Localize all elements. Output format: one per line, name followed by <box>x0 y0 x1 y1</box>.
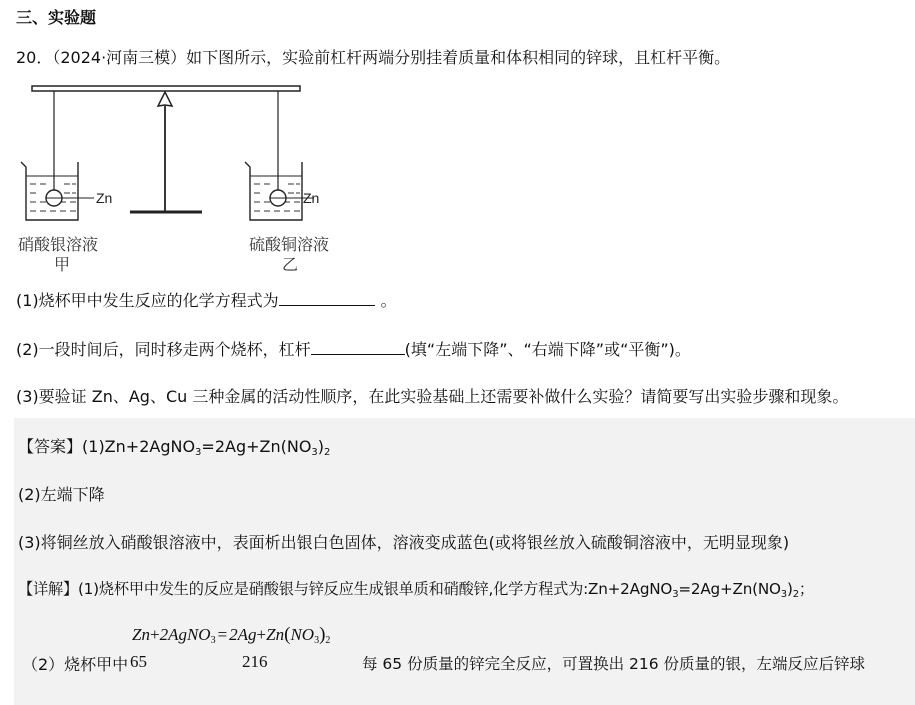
eq-no: NO <box>290 625 315 644</box>
eq-sub2: 2 <box>325 635 331 646</box>
detail-tag: 【详解】 <box>18 580 78 598</box>
eq-sub3b: 3 <box>314 635 320 646</box>
question-intro <box>16 45 730 68</box>
detail-line-2-label: （2）烧杯甲中 <box>22 655 129 674</box>
d1-sub1: 3 <box>672 589 679 600</box>
answer-tag: 【答案】 <box>18 437 83 456</box>
eq-plus1: + <box>149 625 160 644</box>
eq-zn: Zn <box>132 625 150 644</box>
d1-semi: ； <box>798 580 814 598</box>
detail-mass-ag: 216 <box>242 652 268 671</box>
detail-mass-zn: 65 <box>130 652 147 671</box>
d1-end: ) <box>786 580 793 598</box>
right-beaker-name: 乙 <box>282 255 299 274</box>
q1-text: (1)烧杯甲中发生反应的化学方程式为 <box>16 291 279 310</box>
answer-line-3: (3)将铜丝放入硝酸银溶液中，表面析出银白色固体，溶液变成蓝色(或将银丝放入硫酸铜溶液中，无明显现象) <box>18 533 790 552</box>
a1-sub3: 2 <box>324 447 331 458</box>
question-intro-text: （2024·河南三模）如下图所示，实验前杠杆两端分别挂着质量和体积相同的锌球，且杠杆平衡。 <box>52 48 731 67</box>
a1-prefix: (1)Zn+2AgNO <box>82 437 196 456</box>
eq-equals: = <box>217 625 228 644</box>
question-part-3: (3)要验证 Zn、Ag、Cu 三种金属的活动性顺序，在此实验基础上还需要补做什么实验？请简要写出实验步骤和现象。 <box>16 387 849 406</box>
left-solution-label: 硝酸银溶液 <box>18 235 99 254</box>
d1-sub2: 3 <box>780 589 787 600</box>
q1-answer-blank[interactable] <box>279 291 375 306</box>
d1-sub3: 2 <box>792 589 799 600</box>
eq-2agno: 2AgNO <box>159 625 211 644</box>
left-beaker-name: 甲 <box>54 255 71 274</box>
section-title: 三、实验题 <box>16 8 97 27</box>
d1-text: (1)烧杯甲中发生的反应是硝酸银与锌反应生成银单质和硝酸锌,化学方程式为:Zn+2AgNO <box>77 580 673 598</box>
answer-section <box>14 418 915 705</box>
question-part-2 <box>16 337 691 360</box>
a1-sub1: 3 <box>195 447 202 458</box>
left-zn-label: Zn <box>96 190 113 206</box>
eq-zn2: Zn <box>266 625 285 644</box>
question-number: 20． <box>16 48 53 67</box>
answer-line-2: (2)左端下降 <box>18 485 105 504</box>
d1-mid: =2Ag+Zn(NO <box>678 580 781 598</box>
fulcrum <box>158 92 172 106</box>
eq-2ag: 2Ag <box>229 625 257 644</box>
q1-end: 。 <box>380 291 397 310</box>
detail-line-2-text: 每 65 份质量的锌完全反应，可置换出 216 份质量的银，左端反应后锌球 <box>362 655 866 673</box>
right-zn-label: Zn <box>303 190 320 206</box>
eq-plus2: + <box>256 625 267 644</box>
q2-text: (2)一段时间后，同时移走两个烧杯，杠杆 <box>16 340 311 359</box>
right-solution-label: 硫酸铜溶液 <box>249 235 330 254</box>
a1-sub2: 3 <box>311 447 318 458</box>
answer-line-1 <box>18 434 330 458</box>
left-beaker <box>21 162 94 220</box>
a1-end: ) <box>317 437 325 456</box>
detail-equation: Zn+2AgNO$_3$ = $2Ag+Zn(NO_3)_2$ <box>132 624 331 646</box>
eq-sub3a: 3 <box>210 635 216 646</box>
a1-mid: =2Ag+Zn(NO <box>201 437 312 456</box>
question-part-1 <box>16 288 397 311</box>
q2-answer-blank[interactable] <box>311 340 405 355</box>
q2-end: (填“左端下降”、“右端下降”或“平衡”)。 <box>404 340 691 359</box>
lever-bar <box>32 86 300 91</box>
detail-line-1 <box>18 578 814 600</box>
